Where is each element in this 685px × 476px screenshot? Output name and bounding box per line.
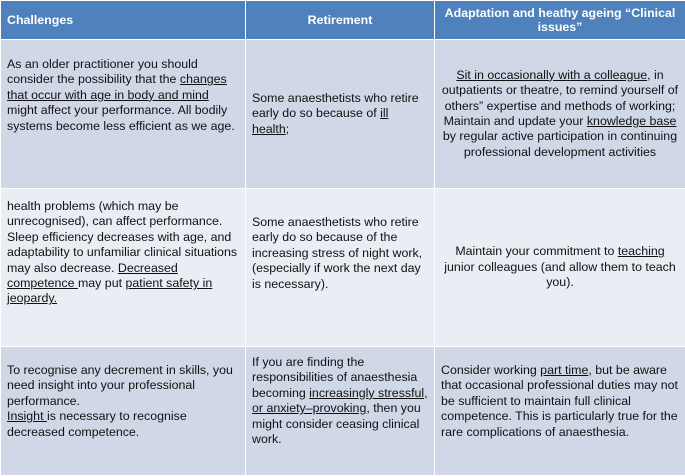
underlined-text: part time <box>540 363 588 377</box>
header-challenges: Challenges <box>1 1 246 40</box>
cell-challenges-3 <box>1 347 246 476</box>
underlined-text: knowledge base <box>587 114 677 128</box>
table-row <box>1 347 685 476</box>
underlined-text: Insight <box>7 409 47 423</box>
cell-adaptation-1 <box>435 40 685 189</box>
text: health problems (which may be unrecognised), can affect performance. Sleep efficiency decreases with age, and adaptability to unfamiliar clinical situations may also decrease. <box>7 199 237 275</box>
cell-retirement-2 <box>246 189 435 347</box>
text: Consider working <box>441 363 540 377</box>
cell-challenges-2 <box>1 189 246 347</box>
underlined-text: ill health <box>252 106 388 135</box>
underlined-text: increasingly stressful, or anxiety–provoking <box>252 386 428 415</box>
text: If you are finding the responsibilities of anaesthesia becoming <box>252 355 417 400</box>
text: junior colleagues (and allow them to teach you). <box>444 260 675 289</box>
cell-challenges-1 <box>1 40 246 189</box>
underlined-text: teaching <box>618 244 665 258</box>
underlined-text: changes that occur with age in body and mind <box>7 72 227 101</box>
text: might affect your performance. All bodily systems become less efficient as we age. <box>7 103 235 132</box>
underlined-text: Decreased competence <box>7 261 178 290</box>
text: , then you might consider ceasing clinical work. <box>252 401 421 446</box>
header-retirement: Retirement <box>246 1 435 40</box>
text: may put <box>78 276 126 290</box>
text: To recognise any decrement in skills, you need insight into your professional performance. <box>7 363 233 408</box>
cell-retirement-1 <box>246 40 435 189</box>
text: is necessary to recognise decreased competence. <box>7 409 187 438</box>
text: Maintain your commitment to <box>455 244 618 258</box>
header-adaptation: Adaptation and heathy ageing “Clinical issues” <box>435 1 685 40</box>
table-row <box>1 40 685 189</box>
cell-adaptation-3 <box>435 347 685 476</box>
text: , but be aware that occasional professional duties may not be sufficient to maintain full clinical competence. This is particularly true for the rare complications of anaesthesia. <box>441 363 678 439</box>
table-row <box>1 189 685 347</box>
text: As an older practitioner you should consider the possibility that the <box>7 57 198 86</box>
underlined-text: patient safety in jeopardy. <box>7 276 212 305</box>
header-row <box>1 1 685 40</box>
text: ; <box>286 122 289 136</box>
text: , in outpatients or theatre, to remind yourself of others” expertise and methods of working; Maintain and update your <box>442 68 678 128</box>
text: Some anaesthetists who retire early do so because of the increasing stress of night work, (especially if work the next day is necessary). <box>252 215 422 291</box>
text: by regular active participation in continuing professional development activities <box>443 129 677 158</box>
underlined-text: Sit in occasionally with a colleague <box>456 68 647 82</box>
cell-retirement-3 <box>246 347 435 476</box>
text: Some anaesthetists who retire early do so because of <box>252 91 419 120</box>
cell-adaptation-2 <box>435 189 685 347</box>
